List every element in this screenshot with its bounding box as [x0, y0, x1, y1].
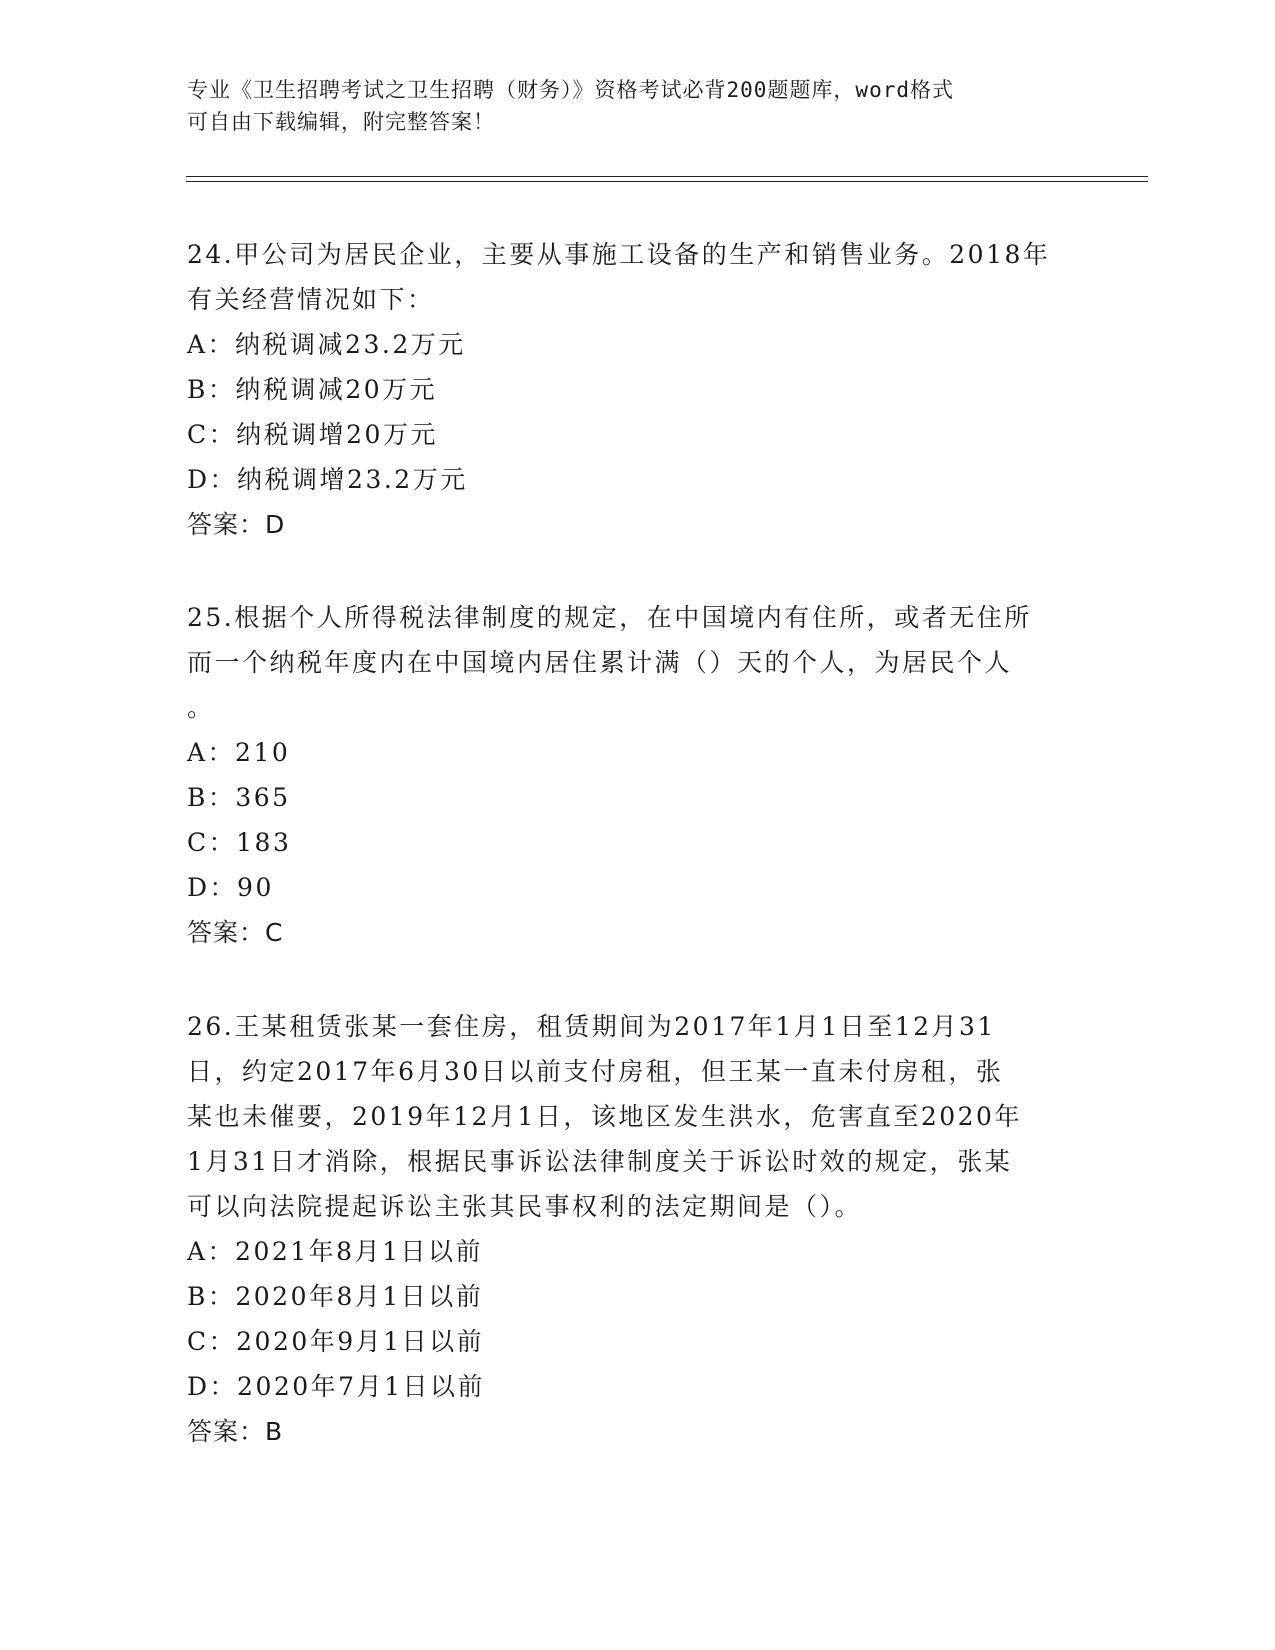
- option-d: D：90: [187, 873, 274, 902]
- question-stem: 24.甲公司为居民企业，主要从事施工设备的生产和销售业务。2018年 有关经营情况如下：: [187, 240, 1051, 314]
- header-divider-top: [186, 176, 1148, 177]
- document-header: 专业《卫生招聘考试之卫生招聘（财务）》资格考试必背200题题库，word格式 可自由下载编辑，附完整答案！: [187, 78, 954, 134]
- option-d: D：2020年7月1日以前: [187, 1372, 485, 1401]
- option-c: C：183: [187, 828, 292, 857]
- option-a: A：纳税调减23.2万元: [187, 330, 466, 359]
- answer-label: 答案：D: [187, 510, 286, 539]
- option-a: A：210: [187, 738, 291, 767]
- option-c: C：纳税调增20万元: [187, 420, 438, 449]
- option-b: B：纳税调减20万元: [187, 375, 438, 404]
- question-stem: 25.根据个人所得税法律制度的规定，在中国境内有住所，或者无住所 而一个纳税年度内在中国境内居住累计满（）天的个人，为居民个人 。: [187, 603, 1032, 722]
- answer-label: 答案：C: [187, 918, 284, 947]
- option-c: C：2020年9月1日以前: [187, 1327, 485, 1356]
- question-stem: 26.王某租赁张某一套住房，租赁期间为2017年1月1日至12月31 日，约定2017年6月30日以前支付房租，但王某一直未付房租，张 某也未催要，2019年12月1日，该地区发生洪水，危害直至2020年 1月31日才消除，根据民事诉讼法律制度关于诉讼时效的规定，张某 可以向法院提起诉讼主张其民事权利的法定期间是（）。: [187, 1012, 1022, 1221]
- question-24: [187, 232, 1087, 547]
- option-b: B：2020年8月1日以前: [187, 1282, 484, 1311]
- question-25: [187, 595, 1087, 955]
- option-d: D：纳税调增23.2万元: [187, 465, 468, 494]
- header-divider-bottom: [186, 181, 1148, 182]
- question-26: [187, 1004, 1087, 1454]
- option-b: B：365: [187, 783, 291, 812]
- option-a: A：2021年8月1日以前: [187, 1237, 483, 1266]
- answer-label: 答案：B: [187, 1417, 284, 1446]
